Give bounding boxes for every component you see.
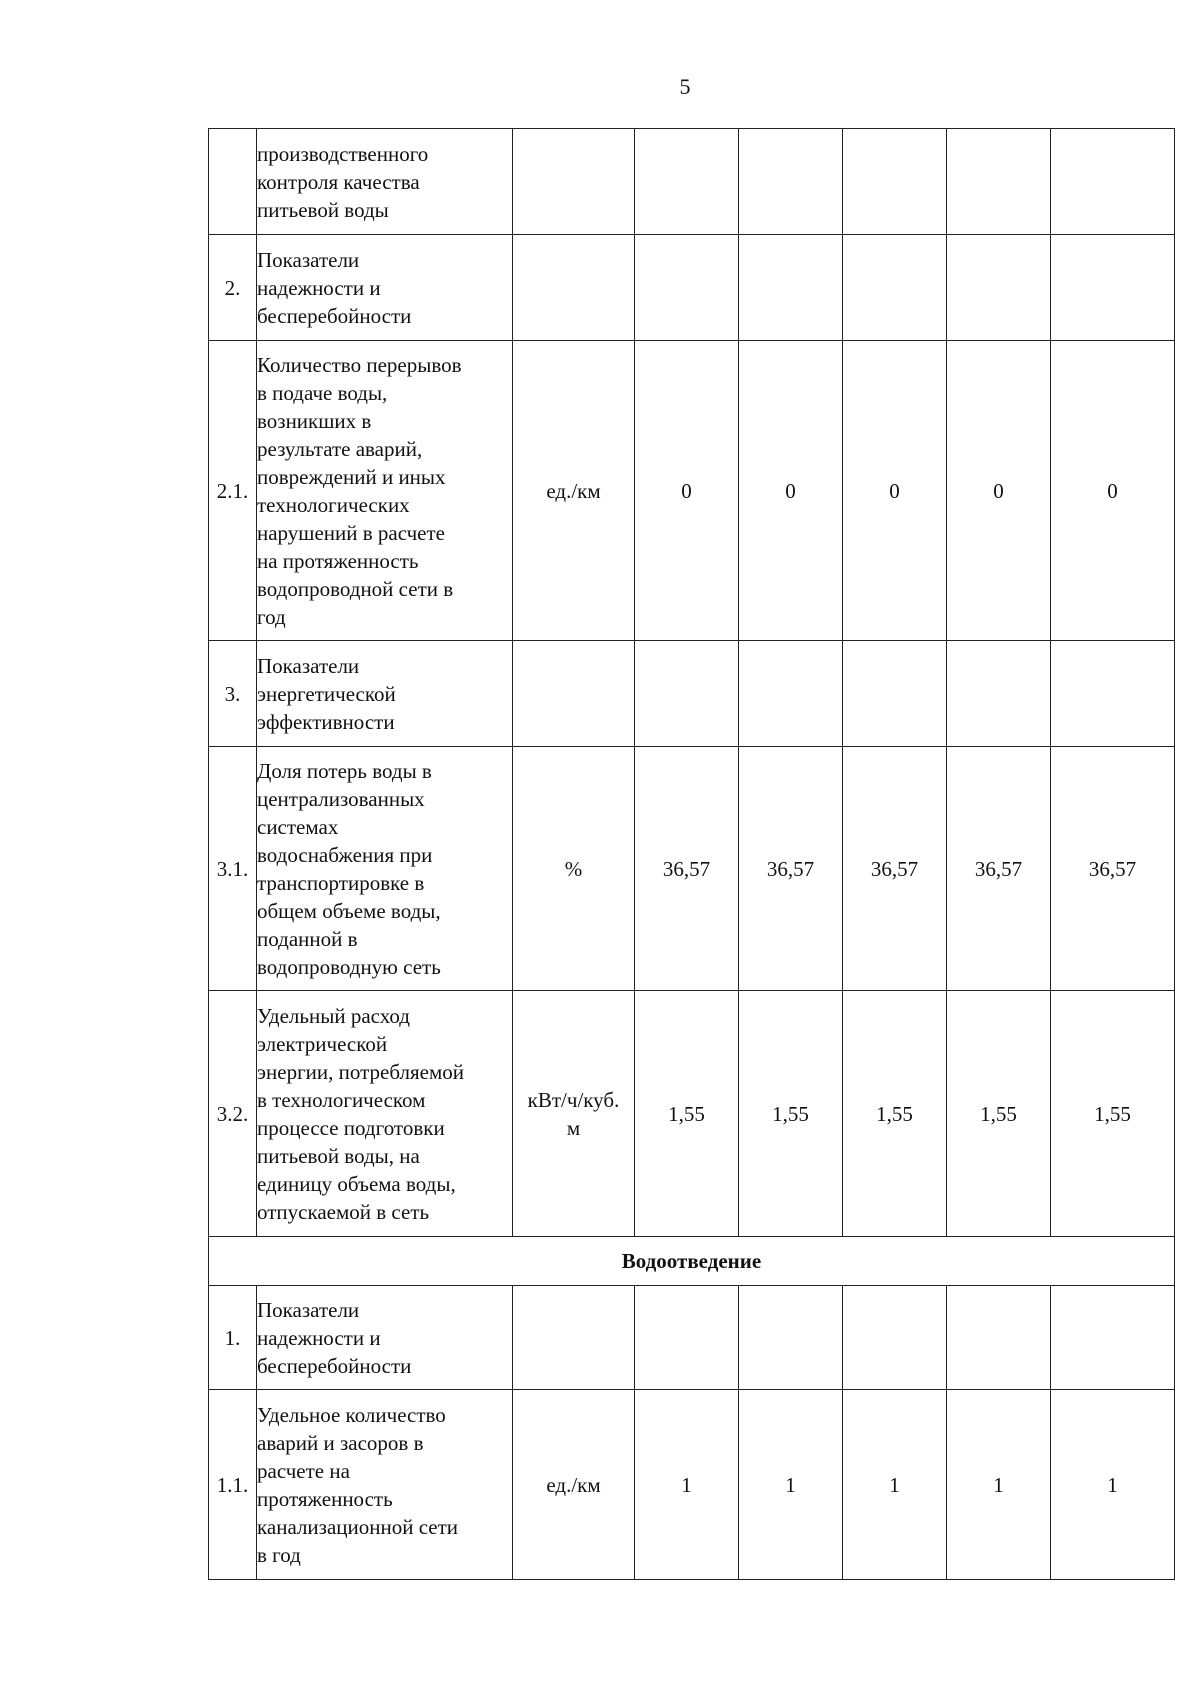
indicator-name-text: Показатели энергетической эффективности bbox=[257, 653, 396, 734]
value-cell: 36,57 bbox=[843, 747, 947, 991]
indicators-table bbox=[208, 128, 1175, 1580]
row-number bbox=[209, 341, 257, 641]
value-cell bbox=[739, 235, 843, 341]
row-number bbox=[209, 1390, 257, 1580]
unit-cell-text: ед./км bbox=[546, 1472, 601, 1497]
value-cell bbox=[843, 129, 947, 235]
unit-cell bbox=[513, 641, 635, 747]
value-cell: 0 bbox=[739, 341, 843, 641]
row-number bbox=[209, 235, 257, 341]
indicator-name bbox=[257, 129, 513, 235]
table-row bbox=[209, 129, 1175, 235]
value-cell bbox=[1051, 1286, 1175, 1390]
indicator-name bbox=[257, 747, 513, 991]
value-cell bbox=[1051, 641, 1175, 747]
value-cell: 1 bbox=[739, 1390, 843, 1580]
value-cell: 1,55 bbox=[1051, 991, 1175, 1237]
value-cell: 1,55 bbox=[635, 991, 739, 1237]
value-cell bbox=[635, 641, 739, 747]
indicator-name bbox=[257, 341, 513, 641]
table-row bbox=[209, 991, 1175, 1237]
value-cell: 0 bbox=[843, 341, 947, 641]
value-cell: 1 bbox=[1051, 1390, 1175, 1580]
value-cell: 1,55 bbox=[739, 991, 843, 1237]
value-cell: 0 bbox=[947, 341, 1051, 641]
value-cell bbox=[843, 1286, 947, 1390]
value-cell bbox=[739, 1286, 843, 1390]
value-cell bbox=[1051, 129, 1175, 235]
indicator-name bbox=[257, 991, 513, 1237]
table-row bbox=[209, 641, 1175, 747]
value-cell bbox=[739, 641, 843, 747]
row-number-text: 3. bbox=[224, 681, 241, 706]
row-number-text: 1.1. bbox=[216, 1472, 249, 1497]
indicator-name bbox=[257, 641, 513, 747]
value-cell bbox=[843, 641, 947, 747]
unit-cell bbox=[513, 235, 635, 341]
indicator-name-text: Показатели надежности и бесперебойности bbox=[257, 247, 412, 328]
unit-cell bbox=[513, 129, 635, 235]
indicator-name-text: Доля потерь воды в централизованных системах водоснабжения при транспортировке в общем объеме воды, поданной в водопроводную сеть bbox=[257, 758, 441, 979]
value-cell bbox=[635, 1286, 739, 1390]
table-row bbox=[209, 1390, 1175, 1580]
row-number-text: 2. bbox=[224, 275, 241, 300]
row-number-text: 1. bbox=[224, 1325, 241, 1350]
table-row bbox=[209, 747, 1175, 991]
section-row bbox=[209, 1237, 1175, 1286]
row-number-text: 3.2. bbox=[216, 1101, 249, 1126]
value-cell: 1,55 bbox=[843, 991, 947, 1237]
value-cell: 1 bbox=[947, 1390, 1051, 1580]
indicator-name-text: Удельный расход электрической энергии, потребляемой в технологическом процессе подготовки питьевой воды, на единицу объема воды, отпускаемой в сеть bbox=[257, 1003, 465, 1224]
row-number bbox=[209, 991, 257, 1237]
unit-cell bbox=[513, 341, 635, 641]
value-cell: 1 bbox=[843, 1390, 947, 1580]
indicator-name bbox=[257, 1390, 513, 1580]
unit-cell bbox=[513, 747, 635, 991]
value-cell: 0 bbox=[1051, 341, 1175, 641]
indicator-name-text: Удельное количество аварий и засоров в расчете на протяженность канализационной сети в год bbox=[257, 1402, 459, 1567]
indicator-name bbox=[257, 1286, 513, 1390]
row-number bbox=[209, 129, 257, 235]
value-cell: 36,57 bbox=[947, 747, 1051, 991]
value-cell bbox=[739, 129, 843, 235]
value-cell: 1,55 bbox=[947, 991, 1051, 1237]
unit-cell-text: кВт/ч/куб. м bbox=[527, 1087, 620, 1140]
unit-cell-text: % bbox=[564, 856, 583, 881]
value-cell bbox=[947, 235, 1051, 341]
table-row bbox=[209, 235, 1175, 341]
row-number bbox=[209, 1286, 257, 1390]
indicator-name-text: Количество перерывов в подаче воды, возникших в результате аварий, повреждений и иных технологических нарушений в расчете на протяженность водопроводной сети в год bbox=[257, 352, 462, 629]
table-row bbox=[209, 341, 1175, 641]
indicator-name bbox=[257, 235, 513, 341]
value-cell bbox=[947, 129, 1051, 235]
value-cell: 36,57 bbox=[1051, 747, 1175, 991]
value-cell bbox=[947, 1286, 1051, 1390]
value-cell: 1 bbox=[635, 1390, 739, 1580]
unit-cell bbox=[513, 1286, 635, 1390]
indicator-name-text: Показатели надежности и бесперебойности bbox=[257, 1297, 412, 1378]
value-cell: 36,57 bbox=[739, 747, 843, 991]
unit-cell bbox=[513, 991, 635, 1237]
value-cell bbox=[947, 641, 1051, 747]
page-number: 5 bbox=[679, 74, 691, 99]
table-row bbox=[209, 1286, 1175, 1390]
unit-cell-text: ед./км bbox=[546, 478, 601, 503]
value-cell: 0 bbox=[635, 341, 739, 641]
value-cell: 36,57 bbox=[635, 747, 739, 991]
indicator-name-text: производственного контроля качества питьевой воды bbox=[257, 141, 429, 222]
row-number bbox=[209, 747, 257, 991]
value-cell bbox=[843, 235, 947, 341]
value-cell bbox=[635, 129, 739, 235]
value-cell bbox=[1051, 235, 1175, 341]
row-number-text: 3.1. bbox=[216, 856, 249, 881]
value-cell bbox=[635, 235, 739, 341]
section-title: Водоотведение bbox=[209, 1237, 1175, 1286]
row-number-text: 2.1. bbox=[216, 478, 249, 503]
unit-cell bbox=[513, 1390, 635, 1580]
row-number bbox=[209, 641, 257, 747]
